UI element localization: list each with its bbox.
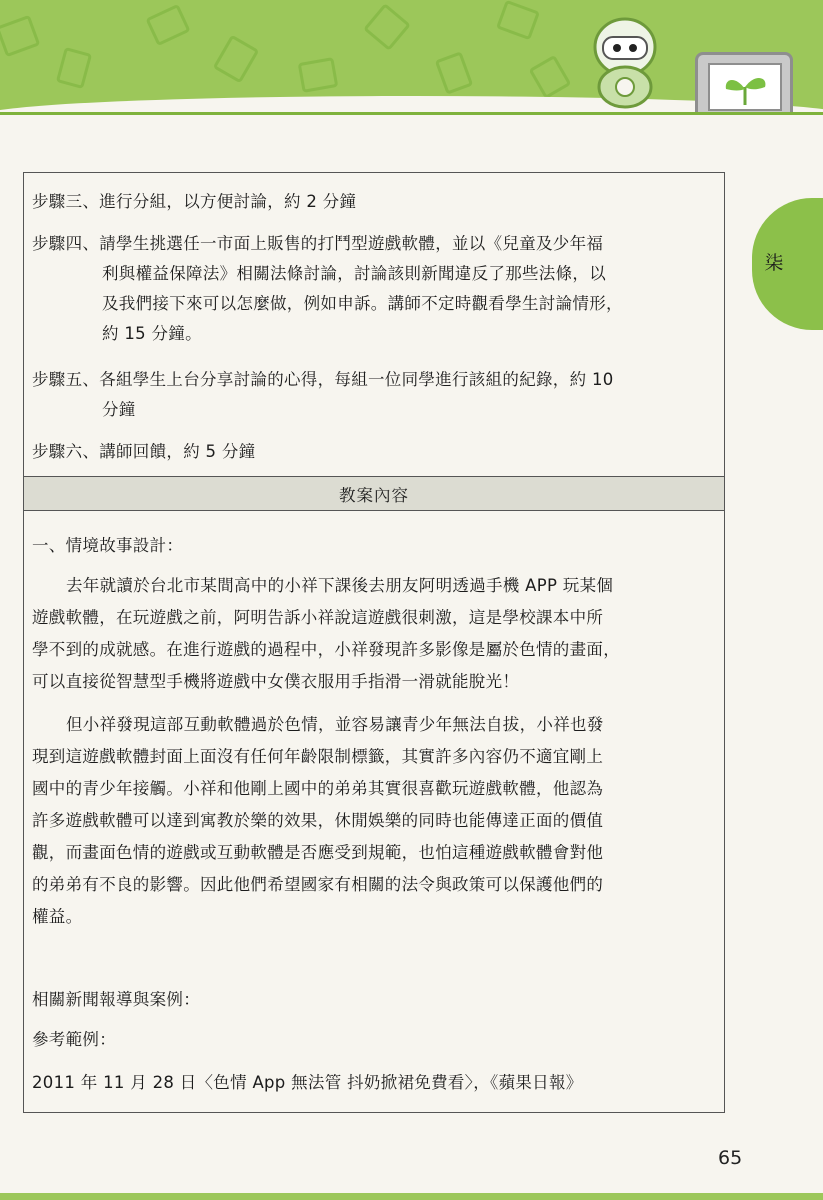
tv-sprout-icon — [695, 52, 793, 115]
decorative-film-icon — [298, 57, 339, 93]
lesson-plan-box — [23, 172, 725, 1113]
section-bar — [24, 476, 724, 511]
mascot-icon — [585, 15, 665, 110]
footer-band — [0, 1193, 823, 1200]
page-number: 65 — [718, 1147, 743, 1169]
story-para2-line-2: 現到這遊戲軟體封面上面沒有任何年齡限制標籤，其實許多內容仍不適宜剛上 — [32, 747, 604, 766]
story-para2-line-1: 但小祥發現這部互動軟體過於色情，並容易讓青少年無法自拔，小祥也發 — [66, 715, 604, 734]
story-para2-line-5: 觀，而畫面色情的遊戲或互動軟體是否應受到規範，也怕這種遊戲軟體會對他 — [32, 843, 604, 862]
story-heading: 一、情境故事設計： — [32, 536, 184, 555]
reference-heading: 參考範例： — [32, 1030, 116, 1049]
section-title: 教案內容 — [339, 486, 409, 505]
news-heading: 相關新聞報導與案例： — [32, 990, 200, 1009]
step-4-line-4: 約 15 分鐘。 — [102, 324, 202, 343]
reference-citation: 2011 年 11 月 28 日〈色情 App 無法管 抖奶掀裙免費看〉，《蘋果日報》 — [32, 1073, 583, 1092]
step-5-line-2: 分鐘 — [102, 400, 136, 419]
decorative-phone-icon — [435, 51, 474, 94]
story-para2-line-3: 國中的青少年接觸。小祥和他剛上國中的弟弟其實很喜歡玩遊戲軟體，他認為 — [32, 779, 604, 798]
decorative-phone-icon — [213, 35, 260, 84]
step-4-line-1: 步驟四、請學生挑選任一市面上販售的打鬥型遊戲軟體，並以《兒童及少年福 — [32, 234, 604, 253]
story-para1-line-2: 遊戲軟體，在玩遊戲之前，阿明告訴小祥說這遊戲很刺激，這是學校課本中所 — [32, 608, 604, 627]
decorative-phone-icon — [529, 55, 572, 99]
story-para2-line-7: 權益。 — [32, 907, 83, 926]
decorative-phone-icon — [56, 47, 92, 89]
decorative-tv-icon — [496, 0, 540, 40]
header-band — [0, 0, 823, 115]
step-5-line-1: 步驟五、各組學生上台分享討論的心得，每組一位同學進行該組的紀錄，約 10 — [32, 370, 614, 389]
step-6: 步驟六、講師回饋，約 5 分鐘 — [32, 442, 256, 461]
decorative-tv-icon — [363, 3, 411, 51]
step-3: 步驟三、進行分組，以方便討論，約 2 分鐘 — [32, 192, 357, 211]
chapter-side-tab-label: 柒 — [764, 252, 784, 274]
story-para1-line-3: 學不到的成就感。在進行遊戲的過程中，小祥發現許多影像是屬於色情的畫面， — [32, 640, 620, 659]
story-para1-line-1: 去年就讀於台北市某間高中的小祥下課後去朋友阿明透過手機 APP 玩某個 — [66, 576, 614, 595]
decorative-tv-icon — [0, 15, 40, 57]
story-para2-line-6: 的弟弟有不良的影響。因此他們希望國家有相關的法令與政策可以保護他們的 — [32, 875, 604, 894]
story-para2-line-4: 許多遊戲軟體可以達到寓教於樂的效果，休閒娛樂的同時也能傳達正面的價值 — [32, 811, 604, 830]
story-para1-line-4: 可以直接從智慧型手機將遊戲中女僕衣服用手指滑一滑就能脫光！ — [32, 672, 520, 691]
decorative-tv-icon — [145, 4, 190, 46]
step-4-line-3: 及我們接下來可以怎麼做，例如申訴。講師不定時觀看學生討論情形， — [102, 294, 623, 313]
step-4-line-2: 利與權益保障法》相關法條討論，討論該則新聞違反了那些法條，以 — [102, 264, 606, 283]
